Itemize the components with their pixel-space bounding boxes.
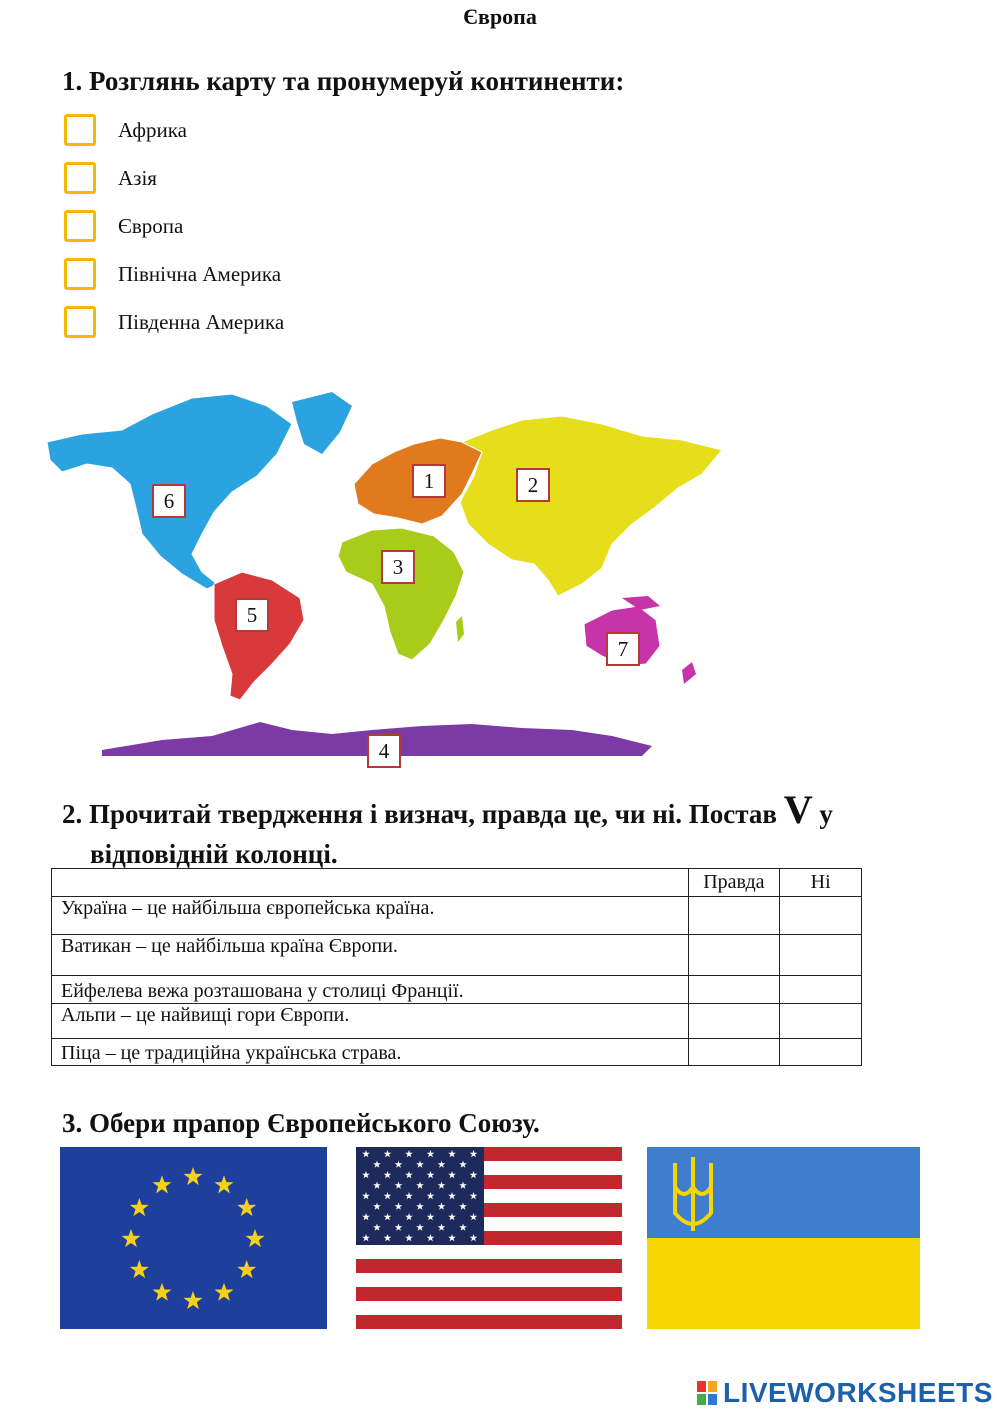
answer-box-africa[interactable] bbox=[64, 114, 96, 146]
liveworksheets-logo bbox=[697, 1377, 993, 1409]
ukraine-flag-option[interactable] bbox=[647, 1147, 920, 1329]
true-answer-cell[interactable] bbox=[688, 935, 780, 976]
question-2-heading bbox=[62, 787, 942, 874]
answer-box-south-america[interactable] bbox=[64, 306, 96, 338]
flag-stripe bbox=[356, 1287, 622, 1301]
true-answer-cell[interactable] bbox=[688, 897, 780, 935]
new-zealand-shape bbox=[682, 662, 696, 684]
true-answer-cell[interactable] bbox=[688, 976, 780, 1004]
page-title: Європа bbox=[463, 4, 537, 29]
continent-label: Африка bbox=[118, 117, 187, 142]
liveworksheets-logo-icon bbox=[697, 1381, 717, 1405]
answer-box-asia[interactable] bbox=[64, 162, 96, 194]
continent-row-north-america bbox=[64, 256, 281, 292]
true-false-table bbox=[51, 868, 862, 1066]
greenland-shape bbox=[292, 392, 352, 454]
south-america-shape bbox=[214, 572, 304, 700]
liveworksheets-logo-text: LIVEWORKSHEETS bbox=[723, 1377, 993, 1408]
table-row bbox=[52, 976, 862, 1004]
flag-stripe bbox=[356, 1259, 622, 1273]
table-header-row bbox=[52, 869, 862, 897]
statement-cell: Альпи – це найвищі гори Європи. bbox=[52, 1004, 689, 1039]
continent-label: Європа bbox=[118, 213, 184, 238]
true-answer-cell[interactable] bbox=[688, 1004, 780, 1039]
eu-flag-image bbox=[60, 1147, 327, 1329]
answer-box-north-america[interactable] bbox=[64, 258, 96, 290]
question-1-heading: 1. Розглянь карту та пронумеруй континенти: bbox=[62, 66, 625, 96]
answer-box-europe[interactable] bbox=[64, 210, 96, 242]
false-answer-cell[interactable] bbox=[780, 976, 862, 1004]
table-row bbox=[52, 1039, 862, 1066]
question-2-heading-text: 2. Прочитай твердження і визнач, правда це, чи ні. Постав bbox=[62, 799, 784, 829]
ukraine-flag-image bbox=[647, 1147, 920, 1329]
continent-row-europe bbox=[64, 208, 183, 244]
eu-flag-option[interactable] bbox=[60, 1147, 327, 1329]
question-2-heading-line2: відповідній колонці. bbox=[90, 839, 338, 869]
usa-flag-image bbox=[356, 1147, 622, 1329]
world-map bbox=[42, 384, 732, 764]
header-false: Ні bbox=[780, 869, 862, 897]
statement-cell: Піца – це традиційна українська страва. bbox=[52, 1039, 689, 1066]
continent-label: Азія bbox=[118, 165, 157, 190]
continent-row-asia bbox=[64, 160, 157, 196]
statement-cell: Ватикан – це найбільша країна Європи. bbox=[52, 935, 689, 976]
map-label-6: 6 bbox=[152, 484, 186, 518]
usa-flag-option[interactable] bbox=[356, 1147, 622, 1329]
table-row bbox=[52, 935, 862, 976]
flag-stripe bbox=[356, 1315, 622, 1329]
statement-cell: Україна – це найбільша європейська країна. bbox=[52, 897, 689, 935]
true-answer-cell[interactable] bbox=[688, 1039, 780, 1066]
africa-shape bbox=[338, 528, 464, 660]
header-empty-cell bbox=[52, 869, 689, 897]
false-answer-cell[interactable] bbox=[780, 1004, 862, 1039]
checkmark-v: V bbox=[783, 787, 813, 832]
asia-shape bbox=[460, 416, 722, 596]
map-label-4: 4 bbox=[367, 734, 401, 768]
false-answer-cell[interactable] bbox=[780, 1039, 862, 1066]
question-3-heading: 3. Обери прапор Європейського Союзу. bbox=[62, 1108, 540, 1138]
map-label-1: 1 bbox=[412, 464, 446, 498]
map-label-2: 2 bbox=[516, 468, 550, 502]
continent-label: Північна Америка bbox=[118, 261, 282, 286]
table-row bbox=[52, 897, 862, 935]
map-label-5: 5 bbox=[235, 598, 269, 632]
map-label-3: 3 bbox=[381, 550, 415, 584]
table-row bbox=[52, 1004, 862, 1039]
continent-row-south-america bbox=[64, 304, 284, 340]
false-answer-cell[interactable] bbox=[780, 935, 862, 976]
question-2-heading-tail: у bbox=[812, 799, 833, 829]
header-true: Правда bbox=[688, 869, 780, 897]
continent-label: Південна Америка bbox=[118, 309, 285, 334]
statement-cell: Ейфелева вежа розташована у столиці Франції. bbox=[52, 976, 689, 1004]
map-label-7: 7 bbox=[606, 632, 640, 666]
continent-row-africa bbox=[64, 112, 187, 148]
false-answer-cell[interactable] bbox=[780, 897, 862, 935]
madagascar-shape bbox=[456, 616, 464, 642]
